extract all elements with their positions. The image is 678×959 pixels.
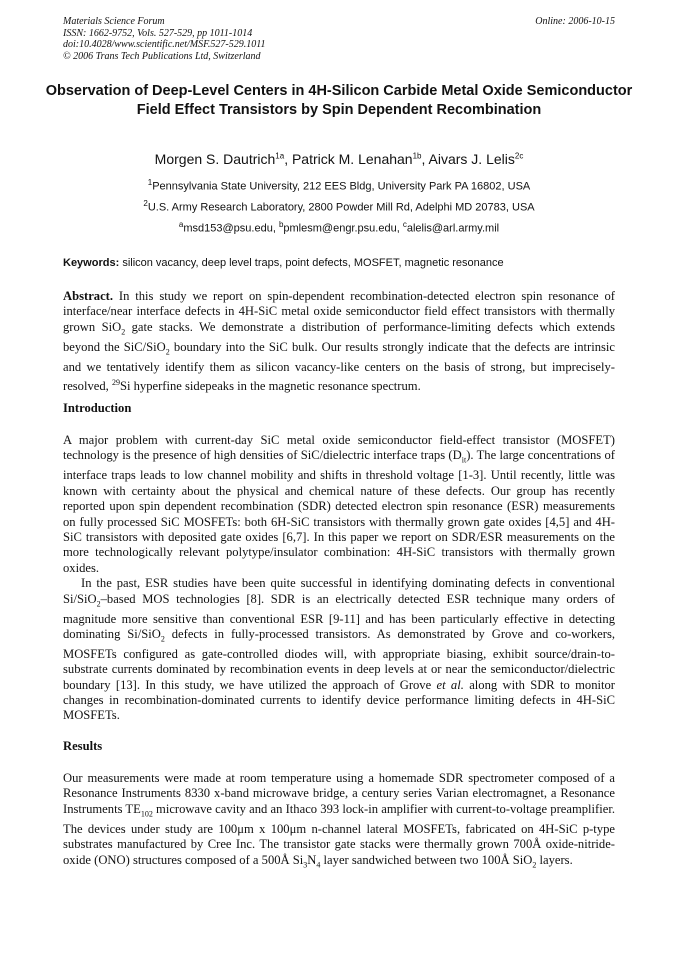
subscript: 2 <box>96 599 101 609</box>
results-heading: Results <box>63 739 103 753</box>
email-link[interactable]: msd153@psu.edu <box>183 222 273 235</box>
subscript: 4 <box>316 860 321 870</box>
author-name: Morgen S. Dautrich <box>154 151 276 167</box>
email-link[interactable]: alelis@arl.army.mil <box>406 222 500 235</box>
paper-title: Observation of Deep-Level Centers in 4H-Silicon Carbide Metal Oxide Semiconductor Field Effect Transistors by Spin Dependent Recombination <box>45 83 633 118</box>
abstract-label: Abstract. <box>63 289 114 303</box>
abstract-text: gate stacks. We demonstrate a distribution of performance-limiting defects which extends beyond the SiC/SiO <box>63 319 615 354</box>
running-header <box>63 16 615 62</box>
doi-line: doi:10.4028/www.scientific.net/MSF.527-529.1011 <box>63 39 266 50</box>
subscript: 102 <box>140 809 153 819</box>
para-text: microwave cavity and an Ithaco 393 lock-in amplifier with current-to-voltage preamplifier. The devices under study are 100μm x 100μm n-channel lateral MOSFETs, fabricated on 4H-SiC p-type substrates manufactured by Cree Inc. The transistor gate stacks were thermally grown 700Å oxide-nitride-oxide (ONO) structures composed of a 500Å Si <box>63 801 615 867</box>
author-name: Patrick M. Lenahan <box>291 151 413 167</box>
para-text: defects in fully-processed transistors. As demonstrated by Grove and co-workers, MOSFETs configured as gate-controlled diodes will, with appropriate biasing, exhibit source/drain-to-substrate currents dominated by recombination events in deep levels at or near the semiconductor/dielectric boundary [13]. In this study, we have utilized the approach of Grove <box>63 626 615 692</box>
author-name: Aivars J. Lelis <box>428 151 515 167</box>
affiliation-2 <box>0 199 678 214</box>
author-mark: 2c <box>514 151 524 161</box>
email-mark: c <box>402 220 407 229</box>
superscript: 29 <box>111 378 120 388</box>
para-text: layer sandwiched between two 100Å SiO <box>320 852 533 867</box>
keywords-text: silicon vacancy, deep level traps, point defects, MOSFET, magnetic resonance <box>122 257 504 269</box>
affiliation-text: Pennsylvania State University, 212 EES Bldg, University Park PA 16802, USA <box>152 180 531 193</box>
subscript: 2 <box>532 860 537 870</box>
intro-body <box>63 433 615 724</box>
email-list: $^a$msd153@psu.edu, $^b$pmlesm@engr.psu.edu, $^c$alelis@arl.army.mil <box>178 220 500 235</box>
subscript: 2 <box>165 347 170 357</box>
affiliation-1 <box>0 178 678 193</box>
affiliation-mark: 2 <box>143 199 148 208</box>
author-mark: 1b <box>412 151 422 161</box>
para-text: Our measurements were made at room temperature using a homemade SDR spectrometer composed of a Resonance Instruments 8330 x-band microwave bridge, a century series Varian electromagnet, a Resonance Instruments TE <box>63 771 615 816</box>
intro-heading: Introduction <box>63 401 132 415</box>
journal-name: Materials Science Forum <box>63 16 165 27</box>
para-text: A major problem with current-day SiC metal oxide semiconductor field-effect transistor (MOSFET) technology is the presence of high densities of SiC/dielectric interface traps (D <box>63 433 615 463</box>
author-mark: 1a <box>275 151 285 161</box>
email-mark: a <box>178 220 184 229</box>
abstract <box>63 289 615 395</box>
para-text: layers. <box>536 852 573 867</box>
para-emphasis: et al. <box>436 677 464 692</box>
abstract-text: Si hyperfine sidepeaks in the magnetic resonance spectrum. <box>119 379 421 394</box>
copyright-line: © 2006 Trans Tech Publications Ltd, Switzerland <box>63 50 261 62</box>
intro-paragraph-2 <box>63 576 615 724</box>
abstract-text: In this study we report on spin-dependent recombination-detected electron spin resonance of interface/near interface defects in 4H-SiC metal oxide semiconductor field effect transistors with thermally grown SiO <box>63 289 615 334</box>
online-date: Online: 2006-10-15 <box>535 16 615 27</box>
para-text: along with SDR to monitor changes in recombination-dominated currents to identify device performance limiting defects in 4H-SiC MOSFETs. <box>63 677 615 723</box>
affiliation-mark: 1 <box>147 178 153 187</box>
keywords-label: Keywords: <box>63 257 120 269</box>
subscript: 2 <box>121 327 126 337</box>
abstract-text: boundary into the SiC bulk. Our results strongly indicate that the defects are intrinsic and we tentatively identify them as silicon vacancy-like centers on the basis of strong, but imprecisely-resolved, <box>63 339 615 394</box>
intro-paragraph-1 <box>63 433 615 576</box>
author-list: Morgen S. Dautrich$^{1a}$, Patrick M. Lenahan$^{1b}$, Aivars J. Lelis$^{2c}$ <box>154 151 524 167</box>
results-body <box>63 771 615 872</box>
issn-line: ISSN: 1662-9752, Vols. 527-529, pp 1011-1014 <box>63 27 253 39</box>
subscript: 3 <box>303 860 308 870</box>
keywords <box>63 257 623 269</box>
para-text: In the past, ESR studies have been quite successful in identifying dominating defects in conventional Si/SiO <box>63 576 615 606</box>
para-text: N <box>307 852 317 867</box>
para-text: ). The large concentrations of interface traps leads to low channel mobility and shifts in threshold voltage [1-3]. Until recently, little was known with certainty about the physical and chemical nature of these defects. Our group has recently reported upon spin dependent recombination (SDR) detected electron spin resonance (ESR) measurements on fully processed SiC MOSFETs: both 6H-SiC transistors with thermally grown gate oxides [4,5] and 4H-SiC transistors with deposited gate oxides [6,7]. In this paper we report on SDR/ESR measurements on the more technologically relevant polytype/insulator combination: 4H-SiC transistors with thermally grown oxides. <box>63 448 615 575</box>
para-text: –based MOS technologies [8]. SDR is an electrically detected ESR technique many orders of magnitude more sensitive than conventional ESR [9-11] and has been particularly effective in detecting dominating Si/SiO <box>63 591 615 641</box>
subscript: 2 <box>160 634 165 644</box>
subscript: it <box>461 455 467 465</box>
email-mark: b <box>278 220 284 229</box>
affiliation-text: U.S. Army Research Laboratory, 2800 Powder Mill Rd, Adelphi MD 20783, USA <box>147 201 535 214</box>
email-link[interactable]: pmlesm@engr.psu.edu <box>283 222 397 235</box>
